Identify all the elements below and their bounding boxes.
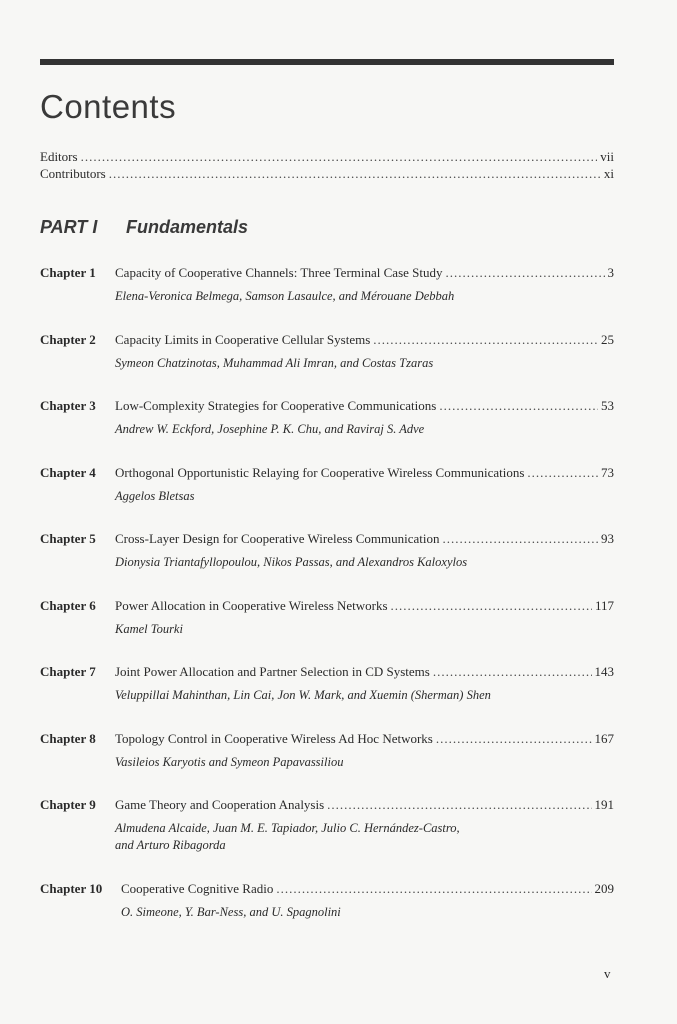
chapter-page: 53 <box>601 398 614 413</box>
chapter-title: Cooperative Cognitive Radio <box>121 881 274 896</box>
chapter-authors <box>115 687 614 704</box>
front-matter-list <box>40 148 614 182</box>
chapter-title: Capacity of Cooperative Channels: Three Terminal Case Study <box>115 265 443 280</box>
chapter-entry[interactable] <box>40 397 614 438</box>
chapter-authors <box>115 421 614 438</box>
chapter-label: Chapter 7 <box>40 664 96 679</box>
author-line: Aggelos Bletsas <box>115 489 195 503</box>
chapter-page: 3 <box>607 265 614 280</box>
chapter-entry[interactable] <box>40 530 614 571</box>
front-matter-label: Contributors <box>40 166 106 181</box>
chapter-page: 167 <box>594 731 614 746</box>
chapter-page: 209 <box>594 881 614 896</box>
front-matter-row-editors[interactable] <box>40 148 614 165</box>
dot-leader <box>391 597 592 614</box>
chapter-page: 117 <box>594 598 614 613</box>
author-line: Symeon Chatzinotas, Muhammad Ali Imran, and Costas Tzaras <box>115 356 434 370</box>
chapter-label: Chapter 10 <box>40 881 103 896</box>
chapter-title: Orthogonal Opportunistic Relaying for Cooperative Wireless Communications <box>115 465 525 480</box>
author-line: and Arturo Ribagorda <box>115 838 226 852</box>
front-matter-page: vii <box>600 149 614 164</box>
chapter-entry[interactable] <box>40 464 614 505</box>
chapter-page: 73 <box>601 465 614 480</box>
chapter-entry[interactable] <box>40 730 614 771</box>
chapter-page: 93 <box>601 531 614 546</box>
chapter-page: 25 <box>601 332 614 347</box>
chapter-authors <box>115 288 614 305</box>
dot-leader <box>527 464 598 481</box>
part-label: PART I <box>40 217 98 237</box>
chapter-title: Game Theory and Cooperation Analysis <box>115 797 325 812</box>
dot-leader <box>81 148 598 165</box>
author-line: Dionysia Triantafyllopoulou, Nikos Passas, and Alexandros Kaloxylos <box>115 555 468 569</box>
chapter-entry[interactable] <box>40 264 614 305</box>
dot-leader <box>443 530 598 547</box>
top-rule <box>40 59 614 65</box>
chapter-label: Chapter 5 <box>40 531 96 546</box>
chapter-title: Capacity Limits in Cooperative Cellular Systems <box>115 332 371 347</box>
chapter-authors <box>115 488 614 505</box>
chapter-label: Chapter 9 <box>40 797 96 812</box>
chapter-page: 191 <box>594 797 614 812</box>
chapter-label: Chapter 4 <box>40 465 96 480</box>
chapter-page: 143 <box>594 664 614 679</box>
chapter-title: Topology Control in Cooperative Wireless Ad Hoc Networks <box>115 731 433 746</box>
front-matter-label: Editors <box>40 149 78 164</box>
chapter-label: Chapter 2 <box>40 332 96 347</box>
front-matter-row-contributors[interactable] <box>40 165 614 182</box>
dot-leader <box>276 880 591 897</box>
page-folio: v <box>604 966 611 981</box>
chapter-label: Chapter 1 <box>40 265 96 280</box>
chapter-authors <box>115 820 614 854</box>
chapter-title: Cross-Layer Design for Cooperative Wireless Communication <box>115 531 440 546</box>
chapter-authors <box>115 554 614 571</box>
author-line: Elena-Veronica Belmega, Samson Lasaulce, and Mérouane Debbah <box>115 289 455 303</box>
dot-leader <box>439 397 598 414</box>
dot-leader <box>109 165 601 182</box>
chapter-entry[interactable] <box>40 663 614 704</box>
part-title: Fundamentals <box>126 217 249 237</box>
author-line: Veluppillai Mahinthan, Lin Cai, Jon W. Mark, and Xuemin (Sherman) Shen <box>115 688 491 702</box>
author-line: Vasileios Karyotis and Symeon Papavassiliou <box>115 755 344 769</box>
chapter-entry[interactable] <box>40 597 614 638</box>
chapter-label: Chapter 3 <box>40 398 96 413</box>
author-line: O. Simeone, Y. Bar-Ness, and U. Spagnolini <box>121 905 341 919</box>
dot-leader <box>327 796 591 813</box>
dot-leader <box>433 663 592 680</box>
chapter-authors <box>115 621 614 638</box>
chapter-entry[interactable] <box>40 796 614 854</box>
chapter-label: Chapter 6 <box>40 598 96 613</box>
chapter-title: Low-Complexity Strategies for Cooperative Communications <box>115 398 437 413</box>
dot-leader <box>446 264 605 281</box>
author-line: Almudena Alcaide, Juan M. E. Tapiador, Julio C. Hernández-Castro, <box>115 821 460 835</box>
front-matter-page: xi <box>603 166 614 181</box>
chapter-authors <box>115 355 614 372</box>
author-line: Kamel Tourki <box>115 622 183 636</box>
chapter-authors <box>121 904 614 921</box>
chapter-title: Joint Power Allocation and Partner Selection in CD Systems <box>115 664 430 679</box>
page-title: Contents <box>40 88 177 125</box>
chapter-entry[interactable] <box>40 331 614 372</box>
chapter-title: Power Allocation in Cooperative Wireless Networks <box>115 598 388 613</box>
dot-leader <box>373 331 598 348</box>
part-heading <box>40 217 248 238</box>
chapter-authors <box>115 754 614 771</box>
chapter-entry[interactable] <box>40 880 614 921</box>
chapter-label: Chapter 8 <box>40 731 96 746</box>
author-line: Andrew W. Eckford, Josephine P. K. Chu, and Raviraj S. Adve <box>115 422 425 436</box>
dot-leader <box>436 730 592 747</box>
